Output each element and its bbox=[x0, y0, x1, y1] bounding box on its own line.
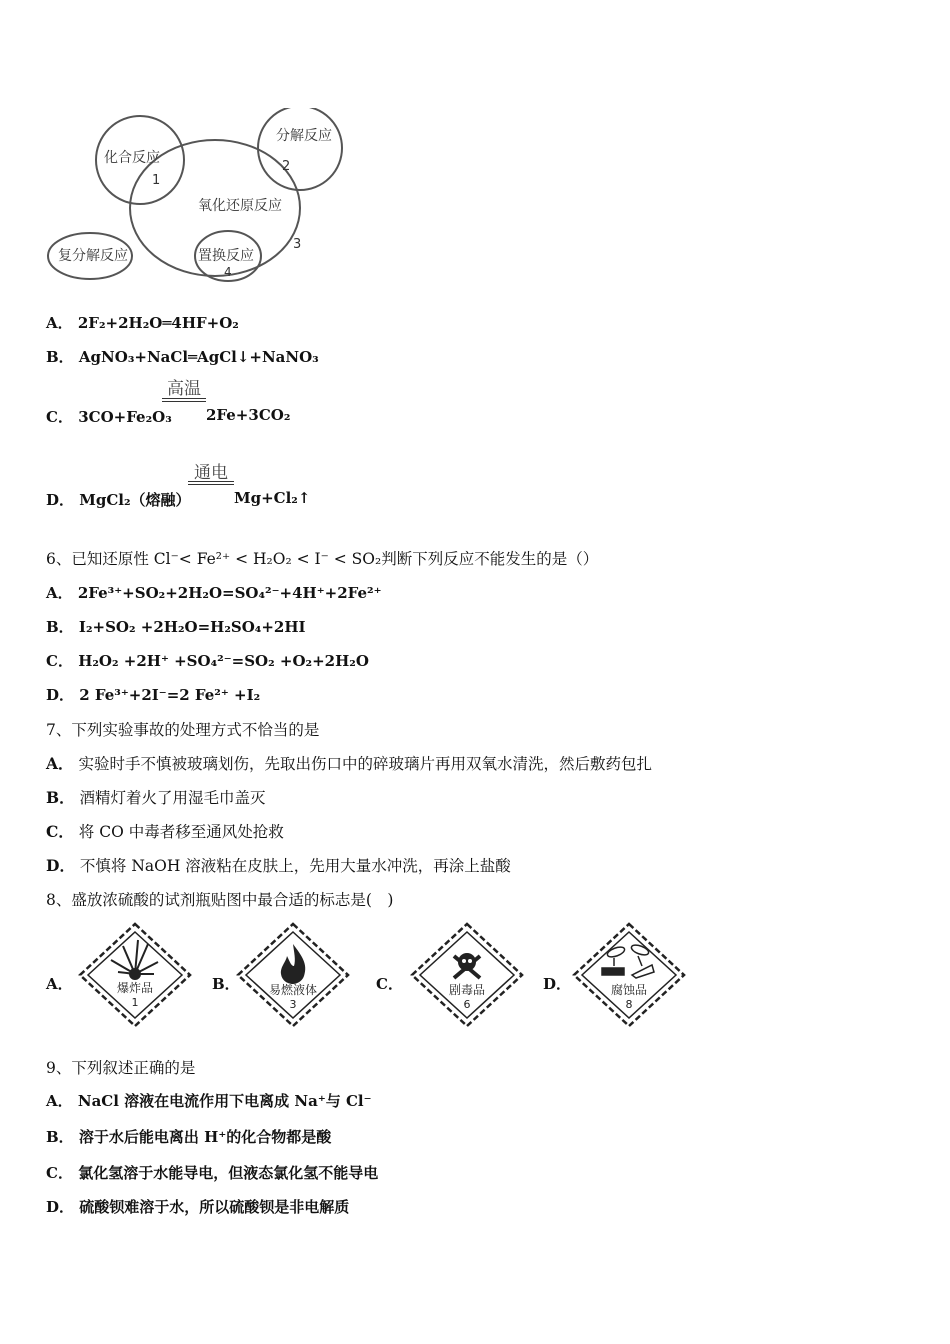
explosive-hazard-sign[interactable] bbox=[78, 922, 192, 1028]
option-text: I₂+SO₂ +2H₂O=H₂SO₄+2HI bbox=[78, 618, 306, 636]
sign-name: 易燃液体 bbox=[268, 983, 318, 997]
equation-left: MgCl₂（熔融） bbox=[79, 491, 191, 509]
option-text: H₂O₂ +2H⁺ +SO₄²⁻=SO₂ +O₂+2H₂O bbox=[78, 652, 369, 670]
combination-label: 化合反应 bbox=[104, 150, 160, 166]
sign-name: 腐蚀品 bbox=[610, 983, 648, 997]
option-text: 氯化氢溶于水能导电，但液态氯化氢不能导电 bbox=[78, 1164, 379, 1182]
option-label: B． bbox=[46, 348, 74, 366]
equation-left: 3CO+Fe₂O₃ bbox=[78, 408, 172, 426]
q7-option-a[interactable] bbox=[46, 752, 652, 774]
option-text: 酒精灯着火了用湿毛巾盖灭 bbox=[79, 789, 266, 807]
option-label: D． bbox=[46, 686, 75, 704]
q7-stem: 7、下列实验事故的处理方式不恰当的是 bbox=[46, 721, 320, 739]
q8-option-d-label[interactable]: D． bbox=[543, 975, 572, 993]
option-label: D． bbox=[46, 1198, 75, 1216]
decomposition-label: 分解反应 bbox=[276, 128, 332, 144]
option-text: AgNO₃+NaCl═AgCl↓+NaNO₃ bbox=[78, 348, 319, 366]
option-text: 2 Fe³⁺+2I⁻=2 Fe²⁺ +I₂ bbox=[79, 686, 261, 704]
q8-stem: 8、盛放浓硫酸的试剂瓶贴图中最合适的标志是( ) bbox=[46, 891, 394, 909]
option-label: C． bbox=[46, 1164, 73, 1182]
option-label: C． bbox=[46, 652, 73, 670]
venn-number-3: 3 bbox=[293, 237, 302, 252]
q6-stem: 6、已知还原性 Cl⁻< Fe²⁺ < H₂O₂ < I⁻ < SO₂判断下列反应不能发生的是（） bbox=[46, 550, 599, 568]
equation-right-c: 2Fe+3CO₂ bbox=[206, 406, 291, 424]
option-text: 不慎将 NaOH 溶液粘在皮肤上，先用大量水冲洗，再涂上盐酸 bbox=[79, 857, 511, 875]
skull-crossbones-icon bbox=[454, 953, 480, 978]
option-label: B． bbox=[46, 618, 74, 636]
q8-option-c-label[interactable]: C． bbox=[376, 975, 403, 993]
q8-option-b-label[interactable]: B． bbox=[212, 975, 240, 993]
q7-option-d[interactable] bbox=[46, 854, 511, 876]
sign-name: 剧毒品 bbox=[448, 983, 486, 997]
corrosion-icon bbox=[602, 943, 654, 978]
q9-stem: 9、下列叙述正确的是 bbox=[46, 1059, 196, 1077]
sign-name: 爆炸品 bbox=[116, 981, 154, 995]
q9-option-b[interactable] bbox=[46, 1126, 331, 1147]
venn-number-1: 1 bbox=[152, 173, 161, 188]
q8-option-a-label[interactable]: A． bbox=[46, 975, 73, 993]
sign-number: 1 bbox=[131, 996, 139, 1009]
q6-option-a[interactable] bbox=[46, 582, 382, 603]
option-label: A． bbox=[46, 584, 73, 602]
q9-option-d[interactable] bbox=[46, 1196, 349, 1217]
venn-number-2: 2 bbox=[282, 159, 291, 174]
reaction-venn-diagram bbox=[40, 108, 350, 288]
corrosive-hazard-sign[interactable] bbox=[572, 922, 686, 1028]
option-label: C． bbox=[46, 822, 74, 841]
q5-option-c[interactable] bbox=[46, 406, 172, 427]
option-text: 溶于水后能电离出 H⁺的化合物都是酸 bbox=[78, 1128, 332, 1146]
q5-option-a[interactable] bbox=[46, 312, 239, 333]
double-displacement-label: 复分解反应 bbox=[58, 248, 128, 264]
option-text: NaCl 溶液在电流作用下电离成 Na⁺与 Cl⁻ bbox=[77, 1092, 372, 1110]
q7-option-b[interactable] bbox=[46, 786, 266, 808]
option-text: 2Fe³⁺+SO₂+2H₂O=SO₄²⁻+4H⁺+2Fe²⁺ bbox=[77, 584, 382, 602]
option-text: 将 CO 中毒者移至通风处抢救 bbox=[78, 823, 284, 841]
option-text: 硫酸钡难溶于水，所以硫酸钡是非电解质 bbox=[79, 1198, 350, 1216]
option-label: B． bbox=[46, 1128, 74, 1146]
option-label: C． bbox=[46, 408, 73, 426]
sign-number: 6 bbox=[463, 998, 471, 1011]
decomposition-circle bbox=[258, 108, 342, 190]
reaction-arrow-d bbox=[188, 481, 234, 485]
q5-option-d[interactable] bbox=[46, 489, 191, 510]
displacement-label: 置换反应 bbox=[198, 248, 254, 264]
q6-option-c[interactable] bbox=[46, 650, 369, 671]
q5-option-b[interactable] bbox=[46, 346, 319, 367]
condition-high-temp: 高温 bbox=[167, 379, 201, 399]
option-label: A． bbox=[46, 754, 74, 773]
flammable-liquid-sign[interactable] bbox=[236, 922, 350, 1028]
sign-number: 8 bbox=[625, 998, 633, 1011]
option-label: B． bbox=[46, 788, 75, 807]
q9-option-c[interactable] bbox=[46, 1162, 378, 1183]
q6-option-b[interactable] bbox=[46, 616, 306, 637]
flame-icon bbox=[281, 944, 305, 984]
condition-electrolysis: 通电 bbox=[194, 463, 228, 483]
option-text: 实验时手不慎被玻璃划伤，先取出伤口中的碎玻璃片再用双氧水清洗，然后敷药包扎 bbox=[78, 755, 652, 773]
sign-number: 3 bbox=[289, 998, 297, 1011]
option-label: D． bbox=[46, 491, 75, 509]
toxic-hazard-sign[interactable] bbox=[410, 922, 524, 1028]
option-label: D． bbox=[46, 856, 75, 875]
q6-option-d[interactable] bbox=[46, 684, 260, 705]
q9-option-a[interactable] bbox=[46, 1090, 372, 1111]
equation-right-d: Mg+Cl₂↑ bbox=[234, 489, 311, 507]
redox-label: 氧化还原反应 bbox=[198, 198, 282, 214]
venn-number-4: 4 bbox=[224, 265, 232, 279]
option-label: A． bbox=[46, 314, 73, 332]
option-label: A． bbox=[46, 1092, 73, 1110]
reaction-arrow-c bbox=[162, 398, 206, 402]
q7-option-c[interactable] bbox=[46, 820, 284, 842]
option-text: 2F₂+2H₂O═4HF+O₂ bbox=[77, 314, 239, 332]
